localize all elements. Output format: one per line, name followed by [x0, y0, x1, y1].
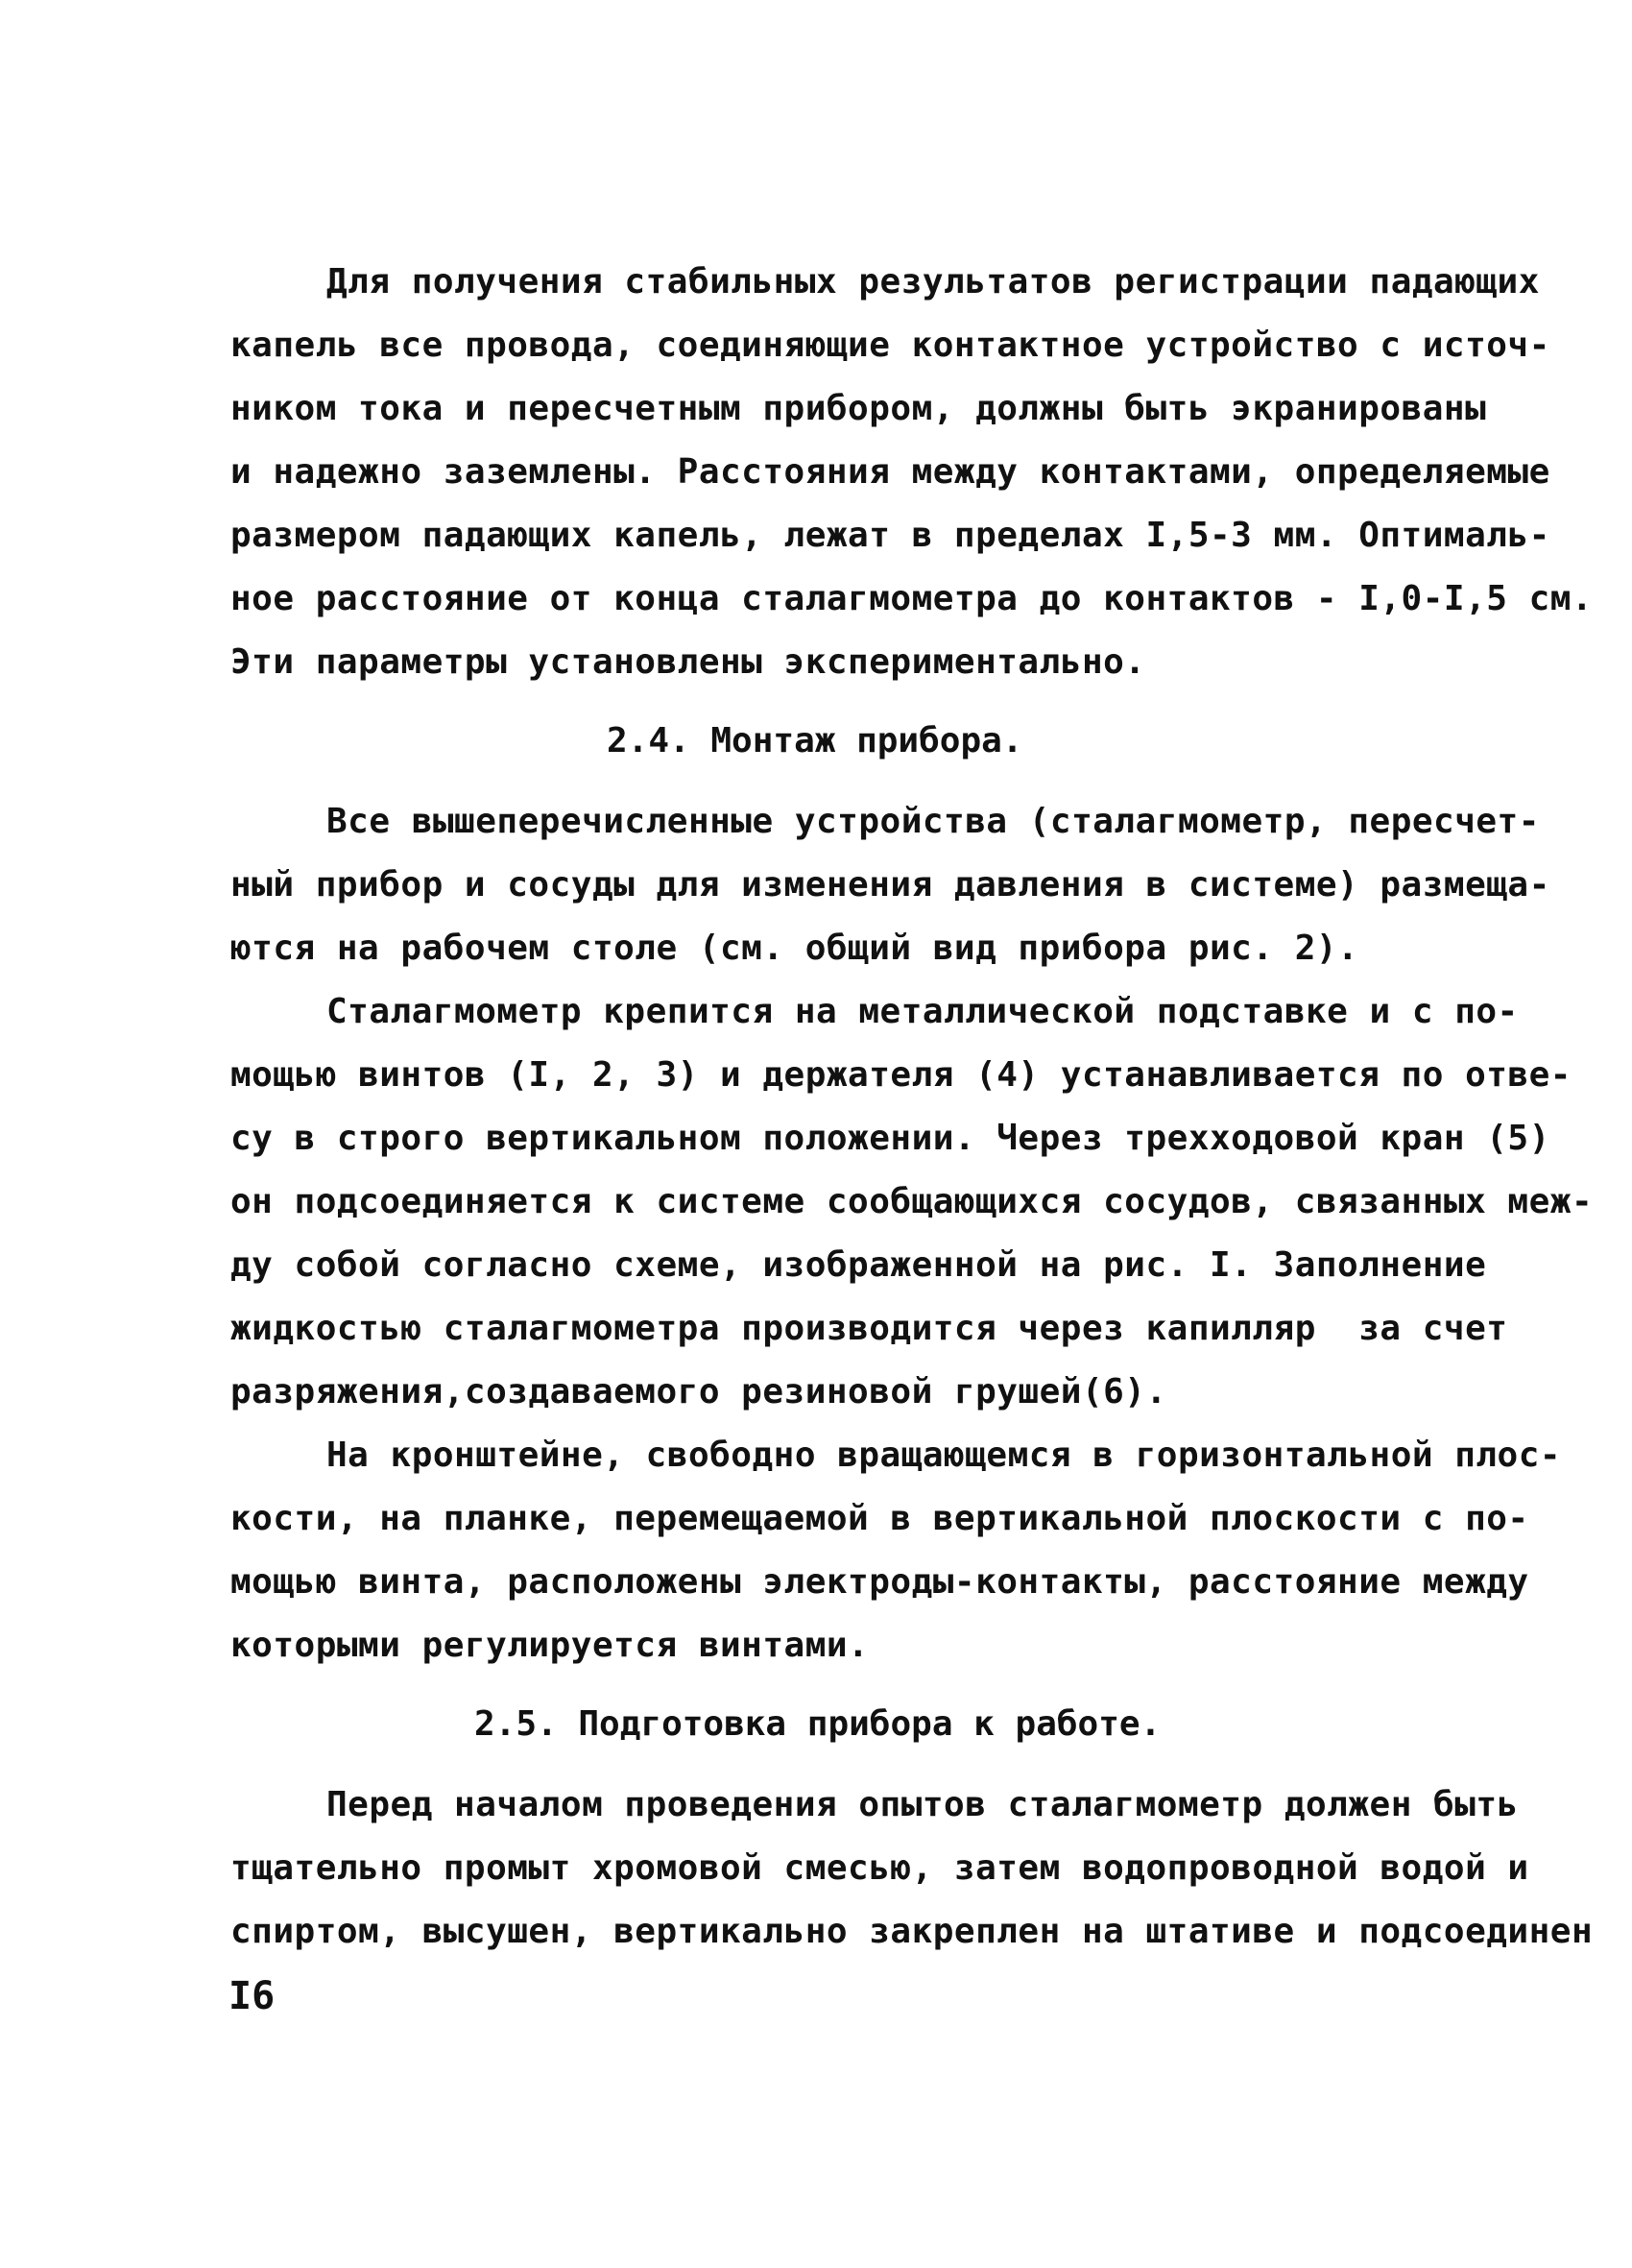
text-line: спиртом, высушен, вертикально закреплен на штативе и подсоединен: [230, 1912, 1594, 1951]
text-line: и надежно заземлены. Расстояния между контактами, определяемые: [230, 452, 1550, 492]
section-heading: 2.5. Подготовка прибора к работе.: [474, 1704, 1162, 1744]
text-line: жидкостью сталагмометра производится через капилляр за счет: [230, 1309, 1508, 1348]
text-line: Перед началом проведения опытов сталагмометр должен быть: [326, 1785, 1519, 1824]
text-line: Сталагмометр крепится на металлической подставке и с по-: [326, 992, 1519, 1031]
text-line: На кронштейне, свободно вращающемся в горизонтальной плос-: [326, 1436, 1562, 1475]
text-line: Для получения стабильных результатов регистрации падающих: [326, 262, 1540, 302]
text-line: ный прибор и сосуды для изменения давления в системе) размеща-: [230, 865, 1550, 905]
text-line: он подсоединяется к системе сообщающихся сосудов, связанных меж-: [230, 1182, 1594, 1221]
page-number: I6: [228, 1974, 276, 2018]
text-line: кости, на планке, перемещаемой в вертикальной плоскости с по-: [230, 1499, 1529, 1538]
text-line: мощью винтов (I, 2, 3) и держателя (4) устанавливается по отве-: [230, 1055, 1572, 1095]
text-line: ду собой согласно схеме, изображенной на рис. I. Заполнение: [230, 1245, 1487, 1285]
text-line: Эти параметры установлены экспериментально.: [230, 642, 1146, 682]
section-heading: 2.4. Монтаж прибора.: [607, 721, 1023, 760]
text-line: тщательно промыт хромовой смесью, затем водопроводной водой и: [230, 1848, 1529, 1888]
text-line: Все вышеперечисленные устройства (сталагмометр, пересчет-: [326, 802, 1540, 841]
text-line: капель все провода, соединяющие контактное устройство с источ-: [230, 326, 1550, 365]
text-line: ником тока и пересчетным прибором, должны быть экранированы: [230, 389, 1487, 428]
text-line: су в строго вертикальном положении. Через трехходовой кран (5): [230, 1119, 1550, 1158]
text-line: мощью винта, расположены электроды-контакты, расстояние между: [230, 1562, 1529, 1602]
text-line: размером падающих капель, лежат в пределах I,5-3 мм. Оптималь-: [230, 516, 1550, 555]
text-line: ются на рабочем столе (см. общий вид прибора рис. 2).: [230, 929, 1359, 968]
text-line: которыми регулируется винтами.: [230, 1626, 870, 1665]
text-line: разряжения,создаваемого резиновой грушей(6).: [230, 1372, 1167, 1411]
text-line: ное расстояние от конца сталагмометра до контактов - I,0-I,5 см.: [230, 579, 1594, 618]
